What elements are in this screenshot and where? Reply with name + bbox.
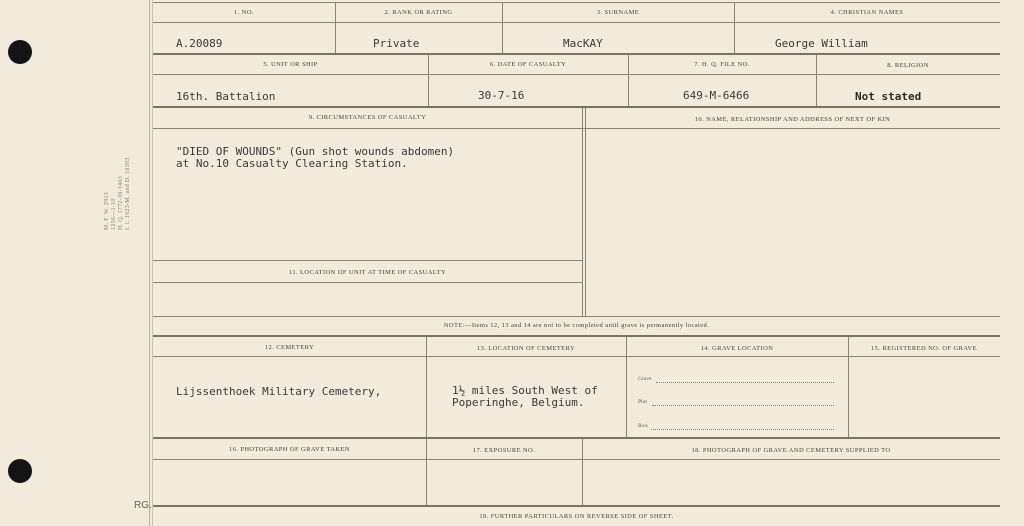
circumstances-line2: at No.10 Casualty Clearing Station. [176,157,408,170]
rule [153,53,1000,55]
hq-file-value: 649-M-6466 [683,89,750,102]
rule [153,459,1000,460]
rule [153,74,1000,75]
rule [153,128,1000,129]
divider [626,337,627,437]
christian-names-label: 4. CHRISTIAN NAMES [830,9,904,16]
rule [153,282,582,283]
rule [153,2,1000,3]
punch-hole-bottom [8,459,32,483]
stamp-line: H. Q. 1772-39-1463 [118,175,124,230]
cemetery-value: Lijssenthoek Military Cemetery, [176,385,382,398]
unit-location-label: 11. LOCATION OF UNIT AT TIME OF CASUALTY [288,269,447,276]
margin-line [149,0,150,526]
rule [153,106,1000,108]
religion-label: 8. RELIGION [887,62,929,69]
stamp-line: I. I. 1623-M. and D. 10303 [125,157,131,230]
hq-file-label: 7. H. Q. FILE NO. [694,61,750,68]
row-row-label: Row [638,423,649,429]
divider [585,107,586,316]
plot-row-label: Plot [638,399,647,405]
cemetery-location-line1: 1½ miles South West of [452,384,598,397]
grave-location-label: 14. GRAVE LOCATION [700,345,774,352]
note-text: NOTE:—Items 12, 13 and 14 are not to be completed until grave is permanently located. [443,322,710,329]
rule [153,316,1000,317]
christian-names-value: George William [775,37,868,50]
surname-value: MacKAY [563,37,603,50]
cemetery-location-label: 13. LOCATION OF CEMETERY [476,345,576,352]
rule [153,22,1000,23]
surname-label: 3. SURNAME [596,9,640,16]
service-number: A.20089 [176,37,223,50]
date-value: 30-7-16 [478,89,525,102]
cemetery-location-line2: Poperinghe, Belgium. [452,396,585,409]
cemetery-label: 12. CEMETERY [264,344,315,351]
divider [848,337,849,437]
no-label: 1. NO. [234,9,254,16]
date-label: 6. DATE OF CASUALTY [489,61,567,68]
rule [153,335,1000,337]
plot-dotted-line [652,405,834,406]
punch-hole-top [8,40,32,64]
row-dotted-line [651,429,834,430]
rule [153,505,1000,507]
grave-dotted-line [656,382,834,383]
registered-no-label: 15. REGISTERED NO. OF GRAVE [870,345,978,352]
rule [153,356,1000,357]
photo-supplied-label: 18. PHOTOGRAPH OF GRAVE AND CEMETERY SUPPLIED TO [691,447,891,454]
grave-row-label: Grave [638,376,652,382]
rank-value: Private [373,37,420,50]
rule [153,260,582,261]
circumstances-label: 9. CIRCUMSTANCES OF CASUALTY [308,114,427,121]
rank-label: 2. RANK OR RATING [384,9,453,16]
divider [426,337,427,437]
stamp-line: 1256—1-10 [111,198,117,230]
form-stamp [104,157,132,230]
photo-taken-label: 16. PHOTOGRAPH OF GRAVE TAKEN [228,446,351,453]
stamp-line: M. F. W. 2913 [104,191,110,230]
next-of-kin-label: 10. NAME, RELATIONSHIP AND ADDRESS OF NEXT OF KIN [694,116,891,123]
unit-value: 16th. Battalion [176,90,276,103]
footer-note: 19. FURTHER PARTICULARS ON REVERSE SIDE OF SHEET. [479,513,674,520]
religion-value: Not stated [855,90,922,103]
divider [582,107,583,316]
rule [153,437,1000,439]
rg-mark: RG. [134,500,152,511]
exposure-label: 17. EXPOSURE NO. [472,447,536,454]
unit-label: 5. UNIT OR SHIP [263,61,318,68]
circumstances-line1: "DIED OF WOUNDS" (Gun shot wounds abdomen) [176,145,455,158]
